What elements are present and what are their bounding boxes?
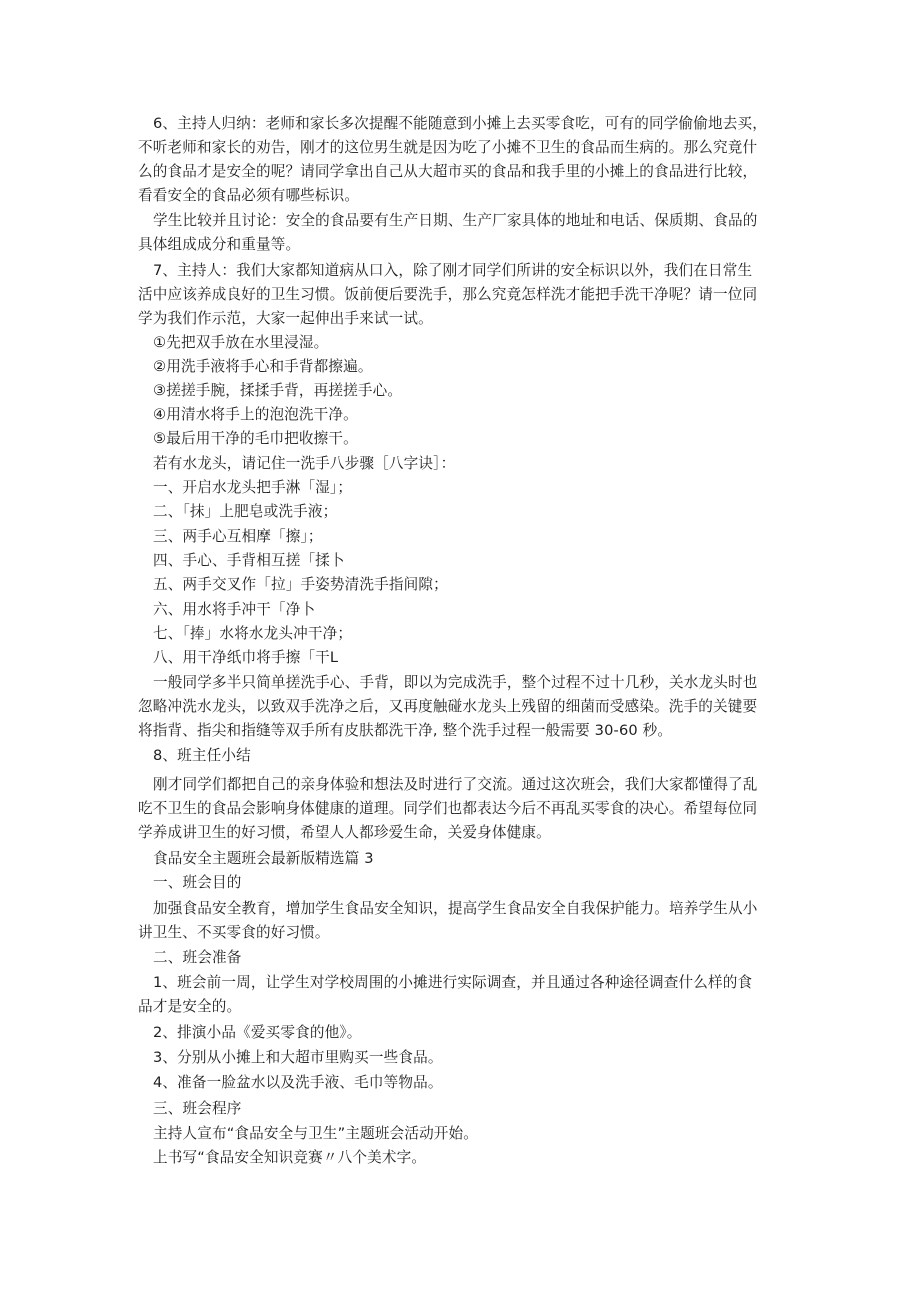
- text-line: 学养成讲卫生的好习惯，希望人人都珍爱生命，关爱身体健康。: [138, 824, 551, 841]
- text-line: 看看安全的食品必须有哪些标识。: [138, 187, 360, 204]
- text-line: 讲卫生、不买零食的好习惯。: [138, 924, 330, 941]
- text-line: 1、班会前一周，让学生对学校周围的小摊进行实际调查，并且通过各种途径调查什么样的食: [153, 974, 753, 991]
- wash-step-5: ⑤最后用干净的毛巾把收擦干。: [153, 430, 358, 447]
- wash-step-3: ③搓搓手腕，揉揉手背，再搓搓手心。: [153, 382, 403, 399]
- eight-step-4: 四、手心、手背相互搓「揉卜: [153, 552, 345, 569]
- section-heading-purpose: 一、班会目的: [153, 874, 242, 891]
- text-line: 7、主持人：我们大家都知道病从口入，除了刚才同学们所讲的安全标识以外，我们在日常生: [153, 262, 753, 279]
- wash-step-2: ②用洗手液将手心和手背都擦遍。: [153, 358, 373, 375]
- text-line: 品才是安全的。: [138, 998, 242, 1015]
- text-line: 活中应该养成良好的卫生习惯。饭前便后要洗手，那么究竟怎样洗才能把手洗干净呢？请一位同: [138, 286, 758, 303]
- prep-item-4: 4、准备一脸盆水以及洗手液、毛巾等物品。: [153, 1074, 443, 1091]
- text-line: 忽略冲洗水龙头，以致双手洗净之后，又再度触碰水龙头上残留的细菌而受感染。洗手的关键要: [138, 698, 758, 715]
- article-title: 食品安全主题班会最新版精选篇 3: [153, 850, 374, 867]
- prep-item-2: 2、排演小品《爱买零食的他》。: [153, 1024, 362, 1041]
- text-line: 刚才同学们都把自己的亲身体验和想法及时进行了交流。通过这次班会，我们大家都懂得了乱: [153, 776, 758, 793]
- wash-step-4: ④用清水将手上的泡泡洗干净。: [153, 406, 358, 423]
- eight-step-7: 七、「捧」水将水龙头冲干净；: [153, 625, 353, 642]
- eight-step-3: 三、两手心互相摩「擦」；: [153, 528, 323, 545]
- text-line: 具体组成成分和重量等。: [138, 236, 301, 253]
- text-line: 加强食品安全教育，增加学生食品安全知识，提高学生食品安全自我保护能力。培养学生从小: [153, 900, 758, 917]
- eight-step-8: 八、用干净纸巾将手擦「干L: [153, 649, 339, 666]
- text-line: 吃不卫生的食品会影响身体健康的道理。同学们也都表达今后不再乱买零食的决心。希望每位同: [138, 800, 758, 817]
- section-heading-procedure: 三、班会程序: [153, 1100, 242, 1117]
- procedure-line-1: 主持人宣布“食品安全与卫生”主题班会活动开始。: [153, 1125, 479, 1142]
- section-heading-teacher-summary: 8、班主任小结: [153, 747, 251, 764]
- text-line: 将指背、指尖和指缝等双手所有皮肤都洗干净, 整个洗手过程一般需要 30-60 秒。: [138, 722, 673, 739]
- wash-step-1: ①先把双手放在水里浸湿。: [153, 334, 329, 351]
- prep-item-3: 3、分别从小摊上和大超市里购买一些食品。: [153, 1049, 443, 1066]
- eight-step-2: 二、「抹」上肥皂或洗手液；: [153, 503, 338, 520]
- eight-step-1: 一、开启水龙头把手淋「湿」；: [153, 479, 353, 496]
- text-line: 6、主持人归纳：老师和家长多次提醒不能随意到小摊上去买零食吃，可有的同学偷偷地去买，: [153, 115, 767, 132]
- section-heading-preparation: 二、班会准备: [153, 949, 242, 966]
- text-line: 学生比较并且讨论：安全的食品要有生产日期、生产厂家具体的地址和电话、保质期、食品的: [153, 212, 758, 229]
- text-line: 么的食品才是安全的呢？请同学拿出自己从大超市买的食品和我手里的小摊上的食品进行比较，: [138, 163, 758, 180]
- eight-step-5: 五、两手交叉作「拉」手姿势清洗手指间隙；: [153, 576, 448, 593]
- text-line: 学为我们作示范，大家一起伸出手来试一试。: [138, 310, 433, 327]
- procedure-line-2: 上书写“食品安全知识竞赛〃八个美术字。: [153, 1149, 427, 1166]
- text-line: 一般同学多半只简单搓洗手心、手背，即以为完成洗手，整个过程不过十几秒，关水龙头时也: [153, 674, 758, 691]
- eight-steps-intro: 若有水龙头，请记住一洗手八步骤［八字诀］：: [153, 455, 456, 472]
- text-line: 不听老师和家长的劝告，刚才的这位男生就是因为吃了小摊不卫生的食品而生病的。那么究竟什: [138, 139, 758, 156]
- eight-step-6: 六、用水将手冲干「净卜: [153, 601, 316, 618]
